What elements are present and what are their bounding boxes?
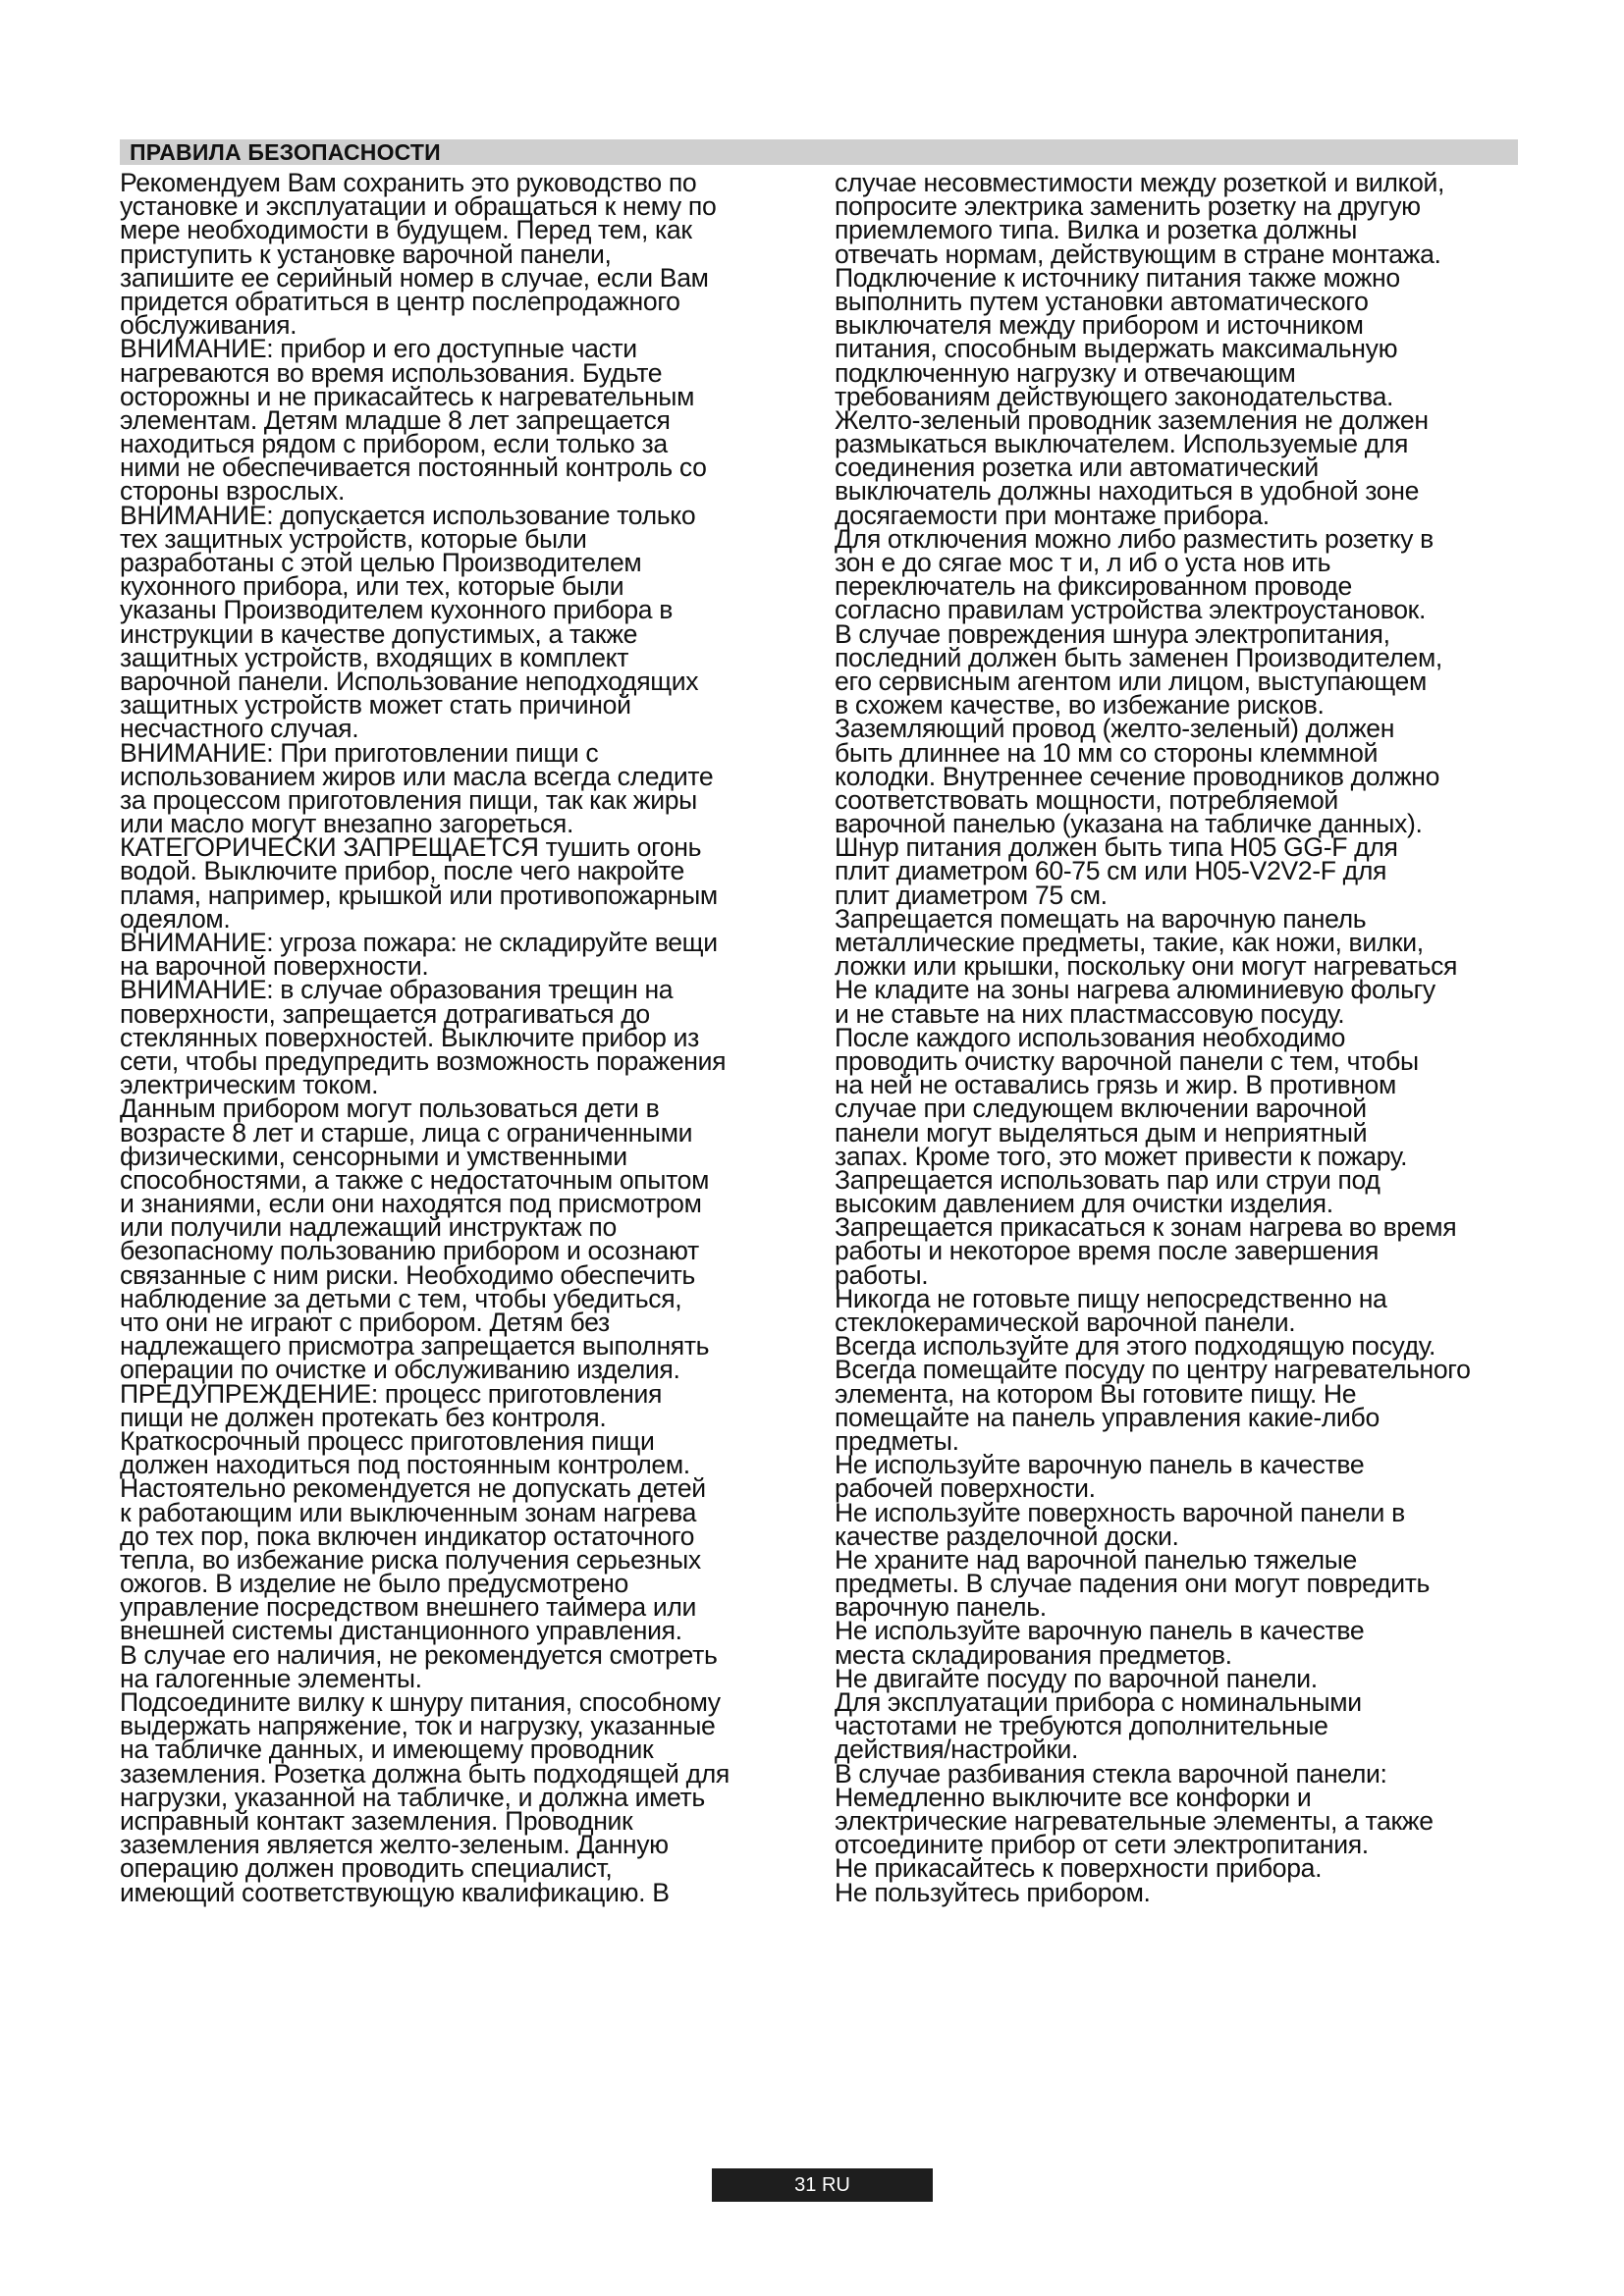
text-line: сети, чтобы предупредить возможность поражения [120,1045,727,1076]
page-number-badge [712,2168,933,2202]
text-line: поверхности, запрещается дотрагиваться до [120,998,650,1029]
text-line: ожогов. В изделие не было предусмотрено [120,1569,628,1599]
text-line: придется обратиться в центр послепродажного [120,286,680,316]
text-line: способностями, а также с недостаточным опытом [120,1164,710,1195]
text-line: частотами не требуются дополнительные [835,1711,1328,1741]
text-line: ложки или крышки, поскольку они могут нагреваться [835,951,1458,982]
text-line: соответствовать мощности, потребляемой [835,784,1338,815]
text-line: Всегда помещайте посуду по центру нагревательного [835,1355,1471,1385]
text-line: защитных устройств, входящих в комплект [120,642,629,672]
text-line: Заземляющий провод (желто-зеленый) должен [835,714,1395,744]
text-line: питания, способным выдержать максимальную [835,334,1398,364]
text-line: предметы. В случае падения они могут повредить [835,1569,1431,1599]
text-line: КАТЕГОРИЧЕСКИ ЗАПРЕЩАЕТСЯ тушить огонь [120,832,702,863]
text-line: Запрещается прикасаться к зонам нагрева во время [835,1212,1457,1243]
left-text-column [120,168,827,1907]
text-line: ВНИМАНИЕ: угроза пожара: не складируйте вещи [120,928,718,957]
text-line: выдержать напряжение, ток и нагрузку, указанные [120,1711,716,1741]
text-line: использованием жиров или масла всегда следите [120,761,714,791]
right-text-column [835,168,1600,1907]
text-line: случае при следующем включении варочной [835,1094,1367,1124]
text-line: ними не обеспечивается постоянный контроль со [120,453,707,483]
text-line: электрические нагревательные элементы, а также [835,1805,1434,1836]
text-line: заземления. Розетка должна быть подходящей для [120,1758,730,1789]
text-line: Для эксплуатации прибора с номинальными [835,1687,1362,1717]
text-line: одеялом. [120,903,231,934]
text-line: надлежащего присмотра запрещается выполнять [120,1331,710,1362]
text-line: выключателя между прибором и источником [835,310,1364,341]
text-line: случае несовместимости между розеткой и вилкой, [835,168,1445,197]
text-line: или получили надлежащий инструктаж по [120,1212,617,1243]
text-line: что они не играют с прибором. Детям без [120,1308,610,1337]
text-line: Не используйте варочную панель в качестве [835,1450,1365,1480]
text-line: Не прикасайтесь к поверхности прибора. [835,1853,1323,1884]
text-line: возрасте 8 лет и старше, лица с ограниченными [120,1117,693,1148]
text-line: управление посредством внешнего таймера или [120,1592,697,1623]
text-line: безопасному пользованию прибором и осознают [120,1236,699,1266]
text-line: В случае повреждения шнура электропитания, [835,618,1390,649]
text-line: элемента, на котором Вы готовите пищу. Не [835,1378,1357,1409]
text-line: или масло могут внезапно загореться. [120,809,573,839]
text-line: зон е до сягае мос т и, л иб о уста нов ить [835,548,1331,577]
text-line: Не кладите на зоны нагрева алюминиевую фольгу [835,975,1435,1005]
text-line: варочной панелью (указана на табличке данных). [835,809,1423,839]
text-line: на галогенные элементы. [120,1663,422,1693]
text-line: досягаемости при монтаже прибора. [835,500,1270,530]
text-line: Желто-зеленый проводник заземления не должен [835,404,1429,435]
text-line: Запрещается помещать на варочную панель [835,903,1367,934]
section-header-bar [120,139,1518,165]
text-line: защитных устройств может стать причиной [120,690,631,721]
text-line: требованиям действующего законодательства. [835,381,1394,411]
text-line: мере необходимости в будущем. Перед тем, как [120,215,692,245]
text-line: В случае его наличия, не рекомендуется смотреть [120,1639,718,1670]
text-line: Шнур питания должен быть типа H05 GG-F для [835,832,1398,863]
text-line: Немедленно выключите все конфорки и [835,1782,1312,1812]
text-line: плит диаметром 60-75 см или H05-V2V2-F для [835,856,1387,886]
text-line: После каждого использования необходимо [835,1022,1346,1052]
text-line: последний должен быть заменен Производителем, [835,642,1442,672]
text-line: Настоятельно рекомендуется не допускать детей [120,1473,706,1504]
text-line: согласно правилам устройства электроустановок. [835,595,1426,625]
text-line: должен находиться под постоянным контролем. [120,1450,690,1480]
text-line: связанные с ним риски. Необходимо обеспечить [120,1259,695,1290]
text-line: помещайте на панель управления какие-либо [835,1402,1380,1432]
text-line: металлические предметы, такие, как ножи, вилки, [835,928,1424,957]
text-line: высоким давлением для очистки изделия. [835,1189,1333,1219]
text-line: Подсоедините вилку к шнуру питания, способному [120,1687,721,1717]
text-line: стеклянных поверхностей. Выключите прибор из [120,1022,699,1052]
text-line: пищи не должен протекать без контроля. [120,1402,607,1432]
text-line: и не ставьте на них пластмассовую посуду. [835,998,1345,1029]
text-line: Не храните над варочной панелью тяжелые [835,1544,1357,1575]
text-line: Для отключения можно либо разместить розетку в [835,523,1434,554]
text-line: Краткосрочный процесс приготовления пищи [120,1425,655,1456]
text-line: исправный контакт заземления. Проводник [120,1805,633,1836]
text-line: и знаниями, если они находятся под присмотром [120,1189,702,1219]
text-line: приемлемого типа. Вилка и розетка должны [835,215,1358,245]
text-line: рабочей поверхности. [835,1473,1096,1504]
text-line: выполнить путем установки автоматического [835,286,1369,316]
text-line: на варочной поверхности. [120,951,429,982]
text-line: инструкции в качестве допустимых, а также [120,618,638,649]
text-line: колодки. Внутреннее сечение проводников должно [835,761,1440,791]
text-line: тех защитных устройств, которые были [120,523,587,554]
text-line: водой. Выключите прибор, после чего накройте [120,856,684,886]
text-line: установке и эксплуатации и обращаться к нему по [120,191,717,222]
text-line: обслуживания. [120,310,298,341]
page-number-label: 31 RU [794,2174,850,2196]
text-line: нагреваются во время использования. Будьте [120,357,663,388]
text-line: стороны взрослых. [120,476,346,507]
text-line: его сервисным агентом или лицом, выступающем [835,666,1427,696]
text-line: пламя, например, крышкой или противопожарным [120,880,718,910]
text-line: на табличке данных, и имеющему проводник [120,1735,654,1765]
text-line: внешней системы дистанционного управления. [120,1616,682,1646]
text-line: ПРЕДУПРЕЖДЕНИЕ: процесс приготовления [120,1378,663,1409]
text-line: соединения розетка или автоматический [835,453,1319,483]
text-line: Никогда не готовьте пищу непосредственно на [835,1283,1387,1313]
text-line: Не пользуйтесь прибором. [835,1877,1151,1907]
text-line: кухонного прибора, или тех, которые были [120,571,624,602]
text-line: Запрещается использовать пар или струи под [835,1164,1380,1195]
section-title: ПРАВИЛА БЕЗОПАСНОСТИ [130,139,441,165]
text-line: варочной панели. Использование неподходящих [120,666,699,696]
text-line: размыкаться выключателем. Используемые для [835,429,1409,459]
text-line: отсоедините прибор от сети электропитания. [835,1830,1369,1860]
text-line: места складирования предметов. [835,1639,1232,1670]
text-line: запах. Кроме того, это может привести к пожару. [835,1141,1408,1171]
text-line: Данным прибором могут пользоваться дети в [120,1094,660,1124]
text-line: попросите электрика заменить розетку на другую [835,191,1421,222]
text-line: осторожны и не прикасайтесь к нагревательным [120,381,694,411]
text-line: Не используйте варочную панель в качестве [835,1616,1365,1646]
text-line: ВНИМАНИЕ: допускается использование только [120,500,696,530]
text-line: ВНИМАНИЕ: в случае образования трещин на [120,975,674,1005]
text-line: ВНИМАНИЕ: прибор и его доступные части [120,334,637,364]
text-line: имеющий соответствующую квалификацию. В [120,1877,670,1907]
text-line: указаны Производителем кухонного прибора в [120,595,674,625]
text-line: операции по очистке и обслуживанию изделия. [120,1355,680,1385]
text-line: разработаны с этой целью Производителем [120,548,642,577]
text-line: операцию должен проводить специалист, [120,1853,613,1884]
text-line: действия/настройки. [835,1735,1079,1765]
text-line: выключатель должны находиться в удобной зоне [835,476,1420,507]
text-line: Не двигайте посуду по варочной панели. [835,1663,1318,1693]
text-line: Рекомендуем Вам сохранить это руководство по [120,168,697,197]
text-line: в схожем качестве, во избежание рисков. [835,690,1325,721]
text-line: на ней не оставались грязь и жир. В противном [835,1070,1396,1100]
text-line: В случае разбивания стекла варочной панели: [835,1758,1387,1789]
text-line: за процессом приготовления пищи, так как жиры [120,784,697,815]
text-line: работы и некоторое время после завершения [835,1236,1380,1266]
text-line: Подключение к источнику питания также можно [835,262,1400,293]
text-line: переключатель на фиксированном проводе [835,571,1352,602]
text-line: подключенную нагрузку и отвечающим [835,357,1296,388]
text-line: Всегда используйте для этого подходящую посуду. [835,1331,1436,1362]
text-line: ВНИМАНИЕ: При приготовлении пищи с [120,737,599,768]
text-line: заземления является желто-зеленым. Данную [120,1830,669,1860]
text-line: быть длиннее на 10 мм со стороны клеммной [835,737,1379,768]
text-line: электрическим током. [120,1070,379,1100]
text-line: варочную панель. [835,1592,1047,1623]
text-line: Не используйте поверхность варочной панели в [835,1497,1405,1527]
text-line: предметы. [835,1425,959,1456]
text-line: находиться рядом с прибором, если только за [120,429,668,459]
text-line: до тех пор, пока включен индикатор остаточного [120,1521,695,1551]
text-line: наблюдение за детьми с тем, чтобы убедиться, [120,1283,682,1313]
text-line: работы. [835,1259,929,1290]
text-line: тепла, во избежание риска получения серьезных [120,1544,701,1575]
text-line: панели могут выделяться дым и неприятный [835,1117,1368,1148]
text-line: нагрузки, указанной на табличке, и должна иметь [120,1782,705,1812]
text-line: физическими, сенсорными и умственными [120,1141,627,1171]
text-line: плит диаметром 75 см. [835,880,1108,910]
text-line: элементам. Детям младше 8 лет запрещается [120,404,671,435]
text-line: проводить очистку варочной панели с тем, чтобы [835,1045,1419,1076]
text-line: отвечать нормам, действующим в стране монтажа. [835,239,1441,269]
text-line: стеклокерамической варочной панели. [835,1308,1296,1337]
text-line: несчастного случая. [120,714,359,744]
text-line: запишите ее серийный номер в случае, если Вам [120,262,709,293]
text-line: к работающим или выключенным зонам нагрева [120,1497,697,1527]
text-line: приступить к установке варочной панели, [120,239,612,269]
text-line: качестве разделочной доски. [835,1521,1179,1551]
